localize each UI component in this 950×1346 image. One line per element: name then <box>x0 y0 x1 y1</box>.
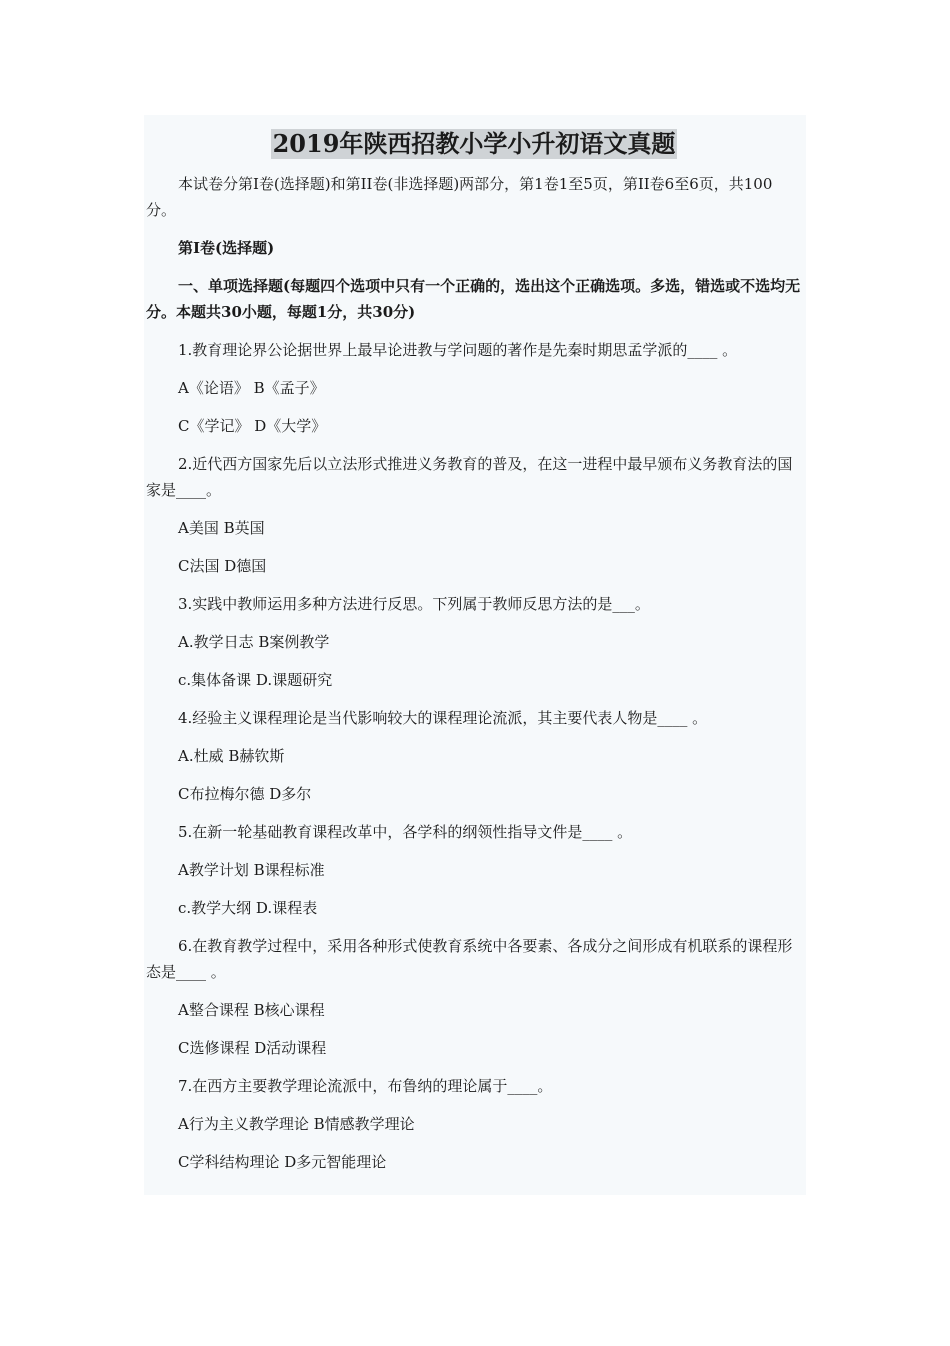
question-2 <box>146 451 802 579</box>
title-wrapper <box>146 129 802 159</box>
question-options-row-1: A美国 B英国 <box>178 519 265 537</box>
question-options-row-1: A.教学日志 B案例教学 <box>178 633 330 651</box>
question-options-row-2: C学科结构理论 D多元智能理论 <box>178 1153 387 1171</box>
intro-paragraph: 本试卷分第I卷(选择题)和第II卷(非选择题)两部分，第1卷1至5页，第II卷6至6页，共100分。 <box>146 175 773 219</box>
question-5 <box>146 819 802 921</box>
question-stem: 3.实践中教师运用多种方法进行反思。下列属于教师反思方法的是___。 <box>178 595 650 613</box>
question-list <box>146 337 802 1175</box>
section-title: 第I卷(选择题) <box>178 239 275 257</box>
question-options-row-2: c.教学大纲 D.课程表 <box>178 899 318 917</box>
question-stem: 7.在西方主要教学理论流派中，布鲁纳的理论属于____。 <box>178 1077 553 1095</box>
document-title: 2019年陕西招教小学小升初语文真题 <box>272 129 676 158</box>
question-1 <box>146 337 802 439</box>
question-stem: 4.经验主义课程理论是当代影响较大的课程理论流派，其主要代表人物是____ 。 <box>178 709 708 727</box>
part-heading: 一、单项选择题(每题四个选项中只有一个正确的，选出这个正确选项。多选，错选或不选均无分。本题共30小题，每题1分，共30分) <box>146 277 801 321</box>
question-stem: 6.在教育教学过程中，采用各种形式使教育系统中各要素、各成分之间形成有机联系的课程形态是____ 。 <box>146 937 793 981</box>
question-options-row-2: C《学记》 D《大学》 <box>178 417 327 435</box>
question-options-row-1: A整合课程 B核心课程 <box>178 1001 325 1019</box>
question-stem: 2.近代西方国家先后以立法形式推进义务教育的普及，在这一进程中最早颁布义务教育法的国家是____。 <box>146 455 793 499</box>
question-options-row-2: C法国 D德国 <box>178 557 267 575</box>
question-options-row-2: c.集体备课 D.课题研究 <box>178 671 333 689</box>
question-6 <box>146 933 802 1061</box>
question-options-row-2: C布拉梅尔德 D多尔 <box>178 785 312 803</box>
question-3 <box>146 591 802 693</box>
question-options-row-2: C选修课程 D活动课程 <box>178 1039 327 1057</box>
question-options-row-1: A《论语》 B《孟子》 <box>178 379 325 397</box>
question-stem: 5.在新一轮基础教育课程改革中，各学科的纲领性指导文件是____ 。 <box>178 823 633 841</box>
question-7 <box>146 1073 802 1175</box>
question-options-row-1: A行为主义教学理论 B情感教学理论 <box>178 1115 415 1133</box>
document-page <box>144 115 806 1195</box>
question-options-row-1: A教学计划 B课程标准 <box>178 861 325 879</box>
question-stem: 1.教育理论界公论据世界上最早论进教与学问题的著作是先秦时期思孟学派的____ 。 <box>178 341 738 359</box>
question-4 <box>146 705 802 807</box>
question-options-row-1: A.杜威 B赫钦斯 <box>178 747 285 765</box>
